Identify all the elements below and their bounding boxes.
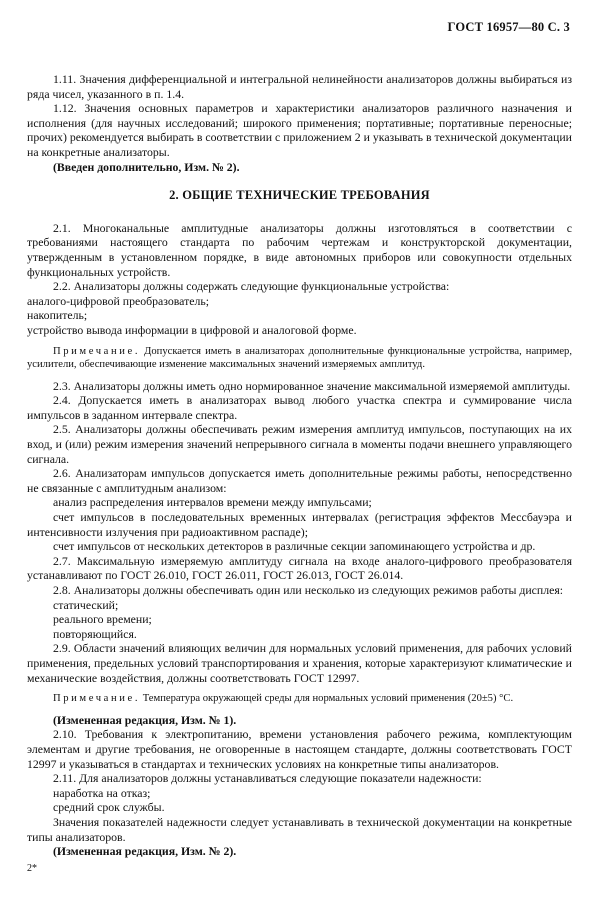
clause-2-7: 2.7. Максимальную измеряемую амплитуду сигнала на входе аналого-цифрового преобразователя устанавливают по ГОСТ 26.010, ГОСТ 26.011, ГОСТ 26.013, ГОСТ 26.014. [27,553,572,583]
clause-2-11: 2.11. Для анализаторов должны устанавливаться следующие показатели надежности: [53,771,482,786]
clause-2-9: 2.9. Области значений влияющих величин для нормальных условий применения, для рабочих условий применения, предельных условий транспортирования и хранения, которые характеризуют климатические и механические воздействия, должны соответствовать ГОСТ 12997. [27,641,572,685]
list-item: счет импульсов от нескольких детекторов в различные секции запоминающего устройства и др. [53,539,536,554]
amendment-note-edit-1: (Измененная редакция, Изм. № 1). [53,712,237,727]
note-label: Примечание. [53,693,141,705]
list-item: анализ распределения интервалов времени между импульсами; [53,495,372,510]
clause-2-5: 2.5. Анализаторы должны обеспечивать режим измерения амплитуд импульсов, поступающих на их вход, и (или) режим измерения значений непрерывного сигнала в моменты подачи внешнего управляющего сигнала. [27,422,572,466]
clause-2-2: 2.2. Анализаторы должны содержать следующие функциональные устройства: [53,279,450,294]
note-2 [27,692,572,706]
page-content [27,72,572,859]
clause-2-4: 2.4. Допускается иметь в анализаторах вывод любого участка спектра и суммирование числа импульсов в заданном интервале спектра. [27,393,572,422]
note-text: Температура окружающей среды для нормальных условий применения (20±5) °С. [140,693,514,705]
amendment-note-introduced: (Введен дополнительно, Изм. № 2). [53,159,240,174]
note-1 [27,345,572,372]
clause-1-11: 1.11. Значения дифференциальной и интегральной нелинейности анализаторов должны выбираться из ряда чисел, указанного в п. 1.4. [27,72,572,101]
list-item: аналого-цифровой преобразователь; [27,293,210,308]
clause-2-6: 2.6. Анализаторам импульсов допускается иметь дополнительные режимы работы, непосредственно не связанные с амплитудным анализом: [27,466,572,495]
list-item: наработка на отказ; [53,785,151,800]
list-item: средний срок службы. [53,800,165,815]
clause-2-8: 2.8. Анализаторы должны обеспечивать один или несколько из следующих режимов работы дисплея: [53,583,564,597]
page-header: ГОСТ 16957—80 С. 3 [447,20,570,34]
list-item: статический; [53,597,119,612]
list-item: накопитель; [27,308,88,323]
note-text: Допускается иметь в анализаторах дополнительные функциональные устройства, например, усилители, обеспечивающие изменение максимальных значений измеряемых амплитуд. [27,345,572,371]
note-label: Примечание. [53,345,141,357]
clause-2-3: 2.3. Анализаторы должны иметь одно нормированное значение максимальной измеряемой амплитуды. [53,378,571,393]
clause-2-11-tail: Значения показателей надежности следует устанавливать в технической документации на конкретные типы анализаторов. [27,814,572,844]
list-item: устройство вывода информации в цифровой и аналоговой форме. [27,322,357,337]
page-footer-mark: 2* [27,863,37,874]
amendment-note-edit-2: (Измененная редакция, Изм. № 2). [53,844,237,859]
clause-2-1: 2.1. Многоканальные амплитудные анализаторы должны изготовляться в соответствии с требованиями настоящего стандарта по рабочим чертежам и конструкторской документации, утвержденным в установленном порядке, в виде автономных приборов или совокупности отдельных функциональных устройств. [27,220,572,279]
list-item: счет импульсов в последовательных временных интервалах (регистрация эффектов Мессбауэра и интенсивности излучения при радиоактивном распаде); [27,510,572,539]
list-item: повторяющийся. [53,626,137,641]
clause-2-10: 2.10. Требования к электропитанию, времени установления рабочего режима, комплектующим элементам и другие требования, не оговоренные в настоящем стандарте, должны соответствовать ГОСТ 12997 и указываться в стандартах и технических условиях на конкретные типы анализаторов. [27,727,572,771]
clause-1-12: 1.12. Значения основных параметров и характеристики анализаторов различного назначения и исполнения (для научных исследований; широкого применения; портативные; портативные переносные; прочих) рекомендуется выбирать в соответствии с приложением 2 и указывать в технической документации на конкретные анализаторы. [27,101,572,159]
section-title: 2. ОБЩИЕ ТЕХНИЧЕСКИЕ ТРЕБОВАНИЯ [169,188,430,203]
list-item: реального времени; [53,612,152,627]
